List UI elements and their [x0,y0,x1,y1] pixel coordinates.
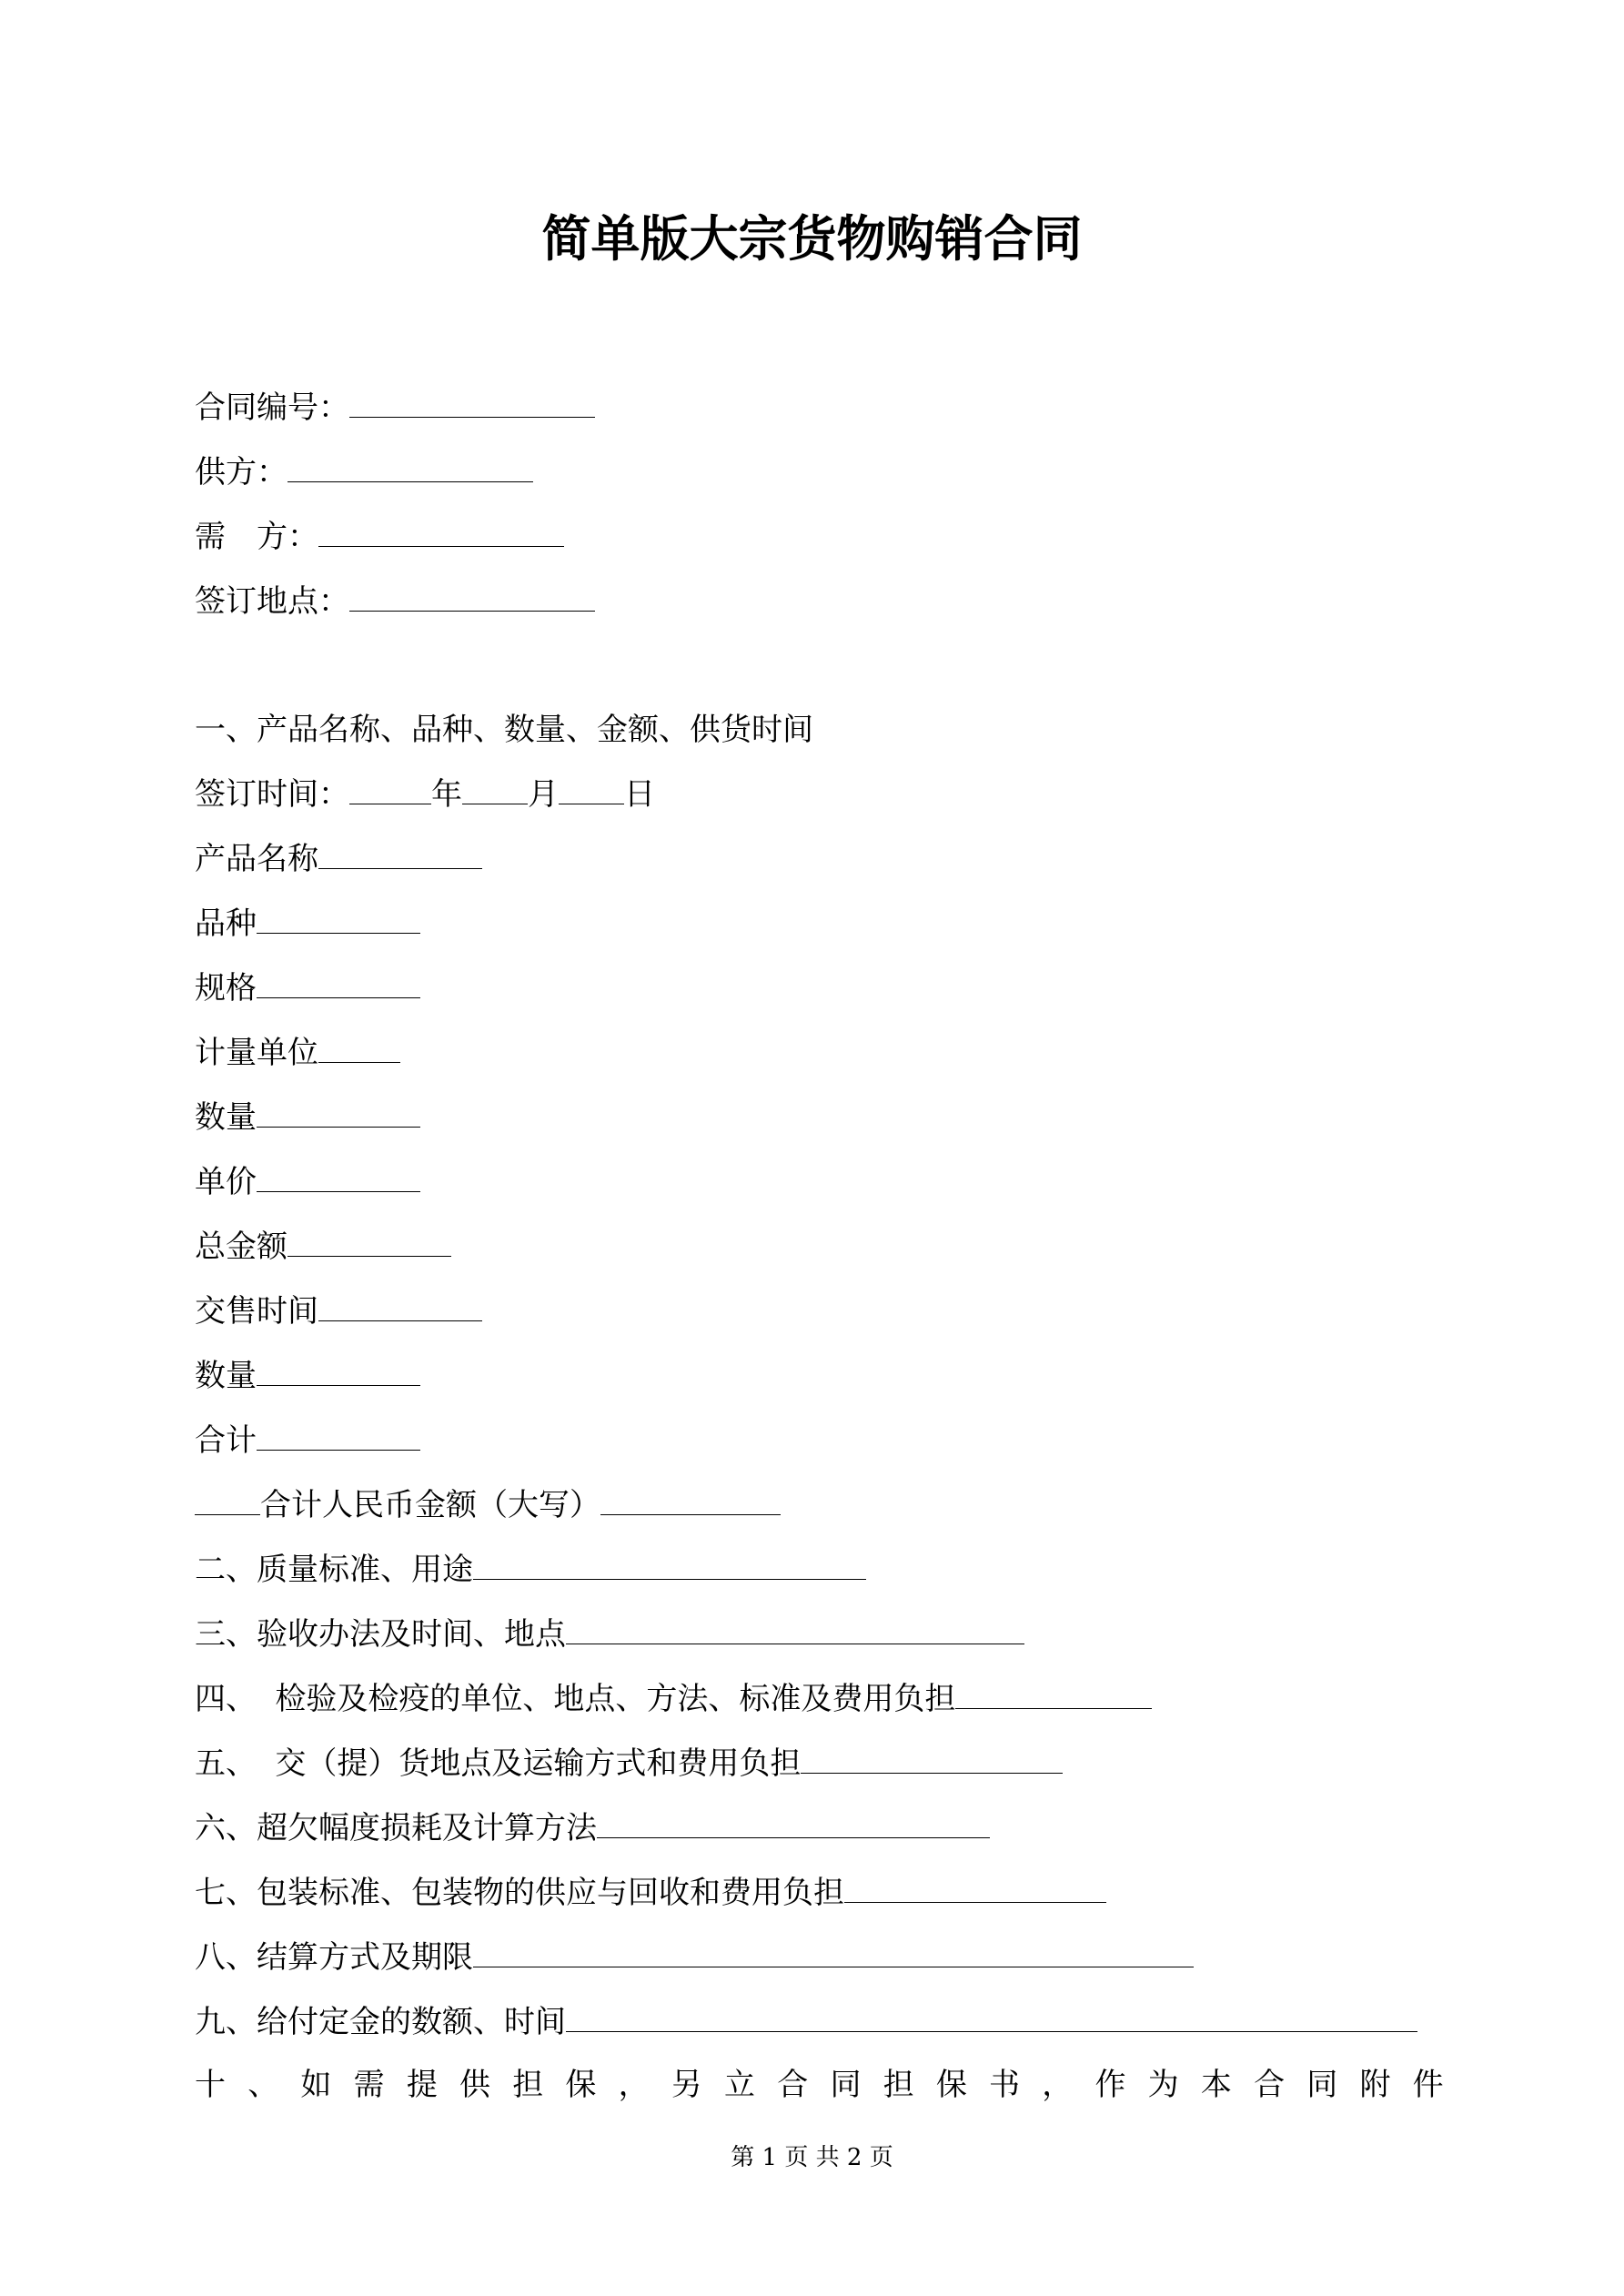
buyer-label: 方： [257,519,318,555]
item-row [195,966,420,1011]
item-row [195,1418,420,1463]
clause-10-char: 合 [1254,2067,1286,2103]
item-row [195,1353,420,1399]
clause-10-char: ， [1042,2067,1074,2103]
clause-4-number: 四、 [195,1681,257,1717]
sign-time-row [195,772,655,817]
clause-10-char: 担 [883,2067,914,2103]
month-label: 月 [528,776,559,813]
item-label: 单价 [195,1164,257,1200]
signing-place-field[interactable] [349,583,595,612]
item-field[interactable] [257,970,420,998]
item-label: 交售时间 [195,1293,318,1330]
clause-6-label: 六、超欠幅度损耗及计算方法 [195,1810,597,1846]
year-label: 年 [431,776,462,813]
clause-10-char: 为 [1147,2067,1179,2103]
item-field[interactable] [318,841,482,869]
signing-place-row [195,579,595,624]
item-field[interactable] [257,1422,420,1451]
clause-9-field[interactable] [566,2004,1417,2032]
clause-2-label: 二、质量标准、用途 [195,1552,473,1588]
clause-10-char: 十 [195,2067,226,2103]
item-label: 品种 [195,905,257,942]
item-field[interactable] [318,1035,400,1063]
day-field[interactable] [559,776,624,804]
item-label: 总金额 [195,1229,287,1265]
clause-9-label: 九、给付定金的数额、时间 [195,2004,566,2040]
contract-number-field[interactable] [349,389,595,418]
clause-10-char: 件 [1412,2067,1444,2103]
month-field[interactable] [462,776,528,804]
item-field[interactable] [257,1358,420,1386]
clause-10-char: 保 [565,2067,597,2103]
clause-10-char: 立 [724,2067,756,2103]
item-field[interactable] [257,905,420,934]
item-field[interactable] [257,1164,420,1192]
page-suffix: 页 [869,2144,893,2171]
clause-4 [195,1676,1152,1722]
item-row [195,836,482,882]
clause-5-label: 交（提）货地点及运输方式和费用负担 [275,1745,802,1782]
clause-8 [195,1935,1194,1980]
item-label: 计量单位 [195,1035,318,1071]
day-label: 日 [624,776,655,813]
buyer-label-char: 需 [195,519,226,555]
clause-10-char: 本 [1200,2067,1232,2103]
contract-number-label: 合同编号： [195,389,349,426]
clause-7 [195,1870,1106,1916]
clause-8-field[interactable] [473,1939,1194,1967]
buyer-row [195,514,564,560]
rmb-prefix-field[interactable] [195,1487,260,1515]
item-row [195,1224,451,1269]
clause-10-char: 附 [1359,2067,1391,2103]
signing-place-label: 签订地点： [195,583,349,620]
clause-10-char: 需 [353,2067,385,2103]
item-field[interactable] [287,1229,451,1257]
item-label: 数量 [195,1358,257,1394]
clause-10 [195,2062,1444,2108]
page-current: 1 [762,2144,778,2171]
page-middle: 页 共 [784,2144,840,2171]
buyer-field[interactable] [318,519,564,547]
item-row [195,1095,420,1140]
clause-3-label: 三、验收办法及时间、地点 [195,1616,566,1653]
item-label: 合计 [195,1422,257,1459]
supplier-row [195,450,533,495]
clause-10-char: 提 [406,2067,438,2103]
rmb-total-field[interactable] [600,1487,781,1515]
clause-7-label: 七、包装标准、包装物的供应与回收和费用负担 [195,1875,844,1911]
clause-10-char: 保 [935,2067,967,2103]
clause-10-char: 同 [830,2067,862,2103]
item-field[interactable] [318,1293,482,1321]
item-label: 产品名称 [195,841,318,877]
sign-time-label: 签订时间： [195,776,349,813]
clause-4-field[interactable] [955,1681,1152,1709]
clause-10-char: 合 [777,2067,809,2103]
item-label: 数量 [195,1099,257,1136]
section1-heading: 一、产品名称、品种、数量、金额、供货时间 [195,712,813,748]
item-field[interactable] [257,1099,420,1128]
clause-9 [195,1999,1417,2045]
document-title: 简单版大宗货物购销合同 [541,209,1083,268]
clause-10-char: 另 [671,2067,702,2103]
clause-6-field[interactable] [597,1810,990,1838]
page-footer [0,2139,1624,2176]
item-row [195,1289,482,1334]
clause-2 [195,1547,866,1593]
clause-5-field[interactable] [801,1745,1063,1774]
clause-6 [195,1805,990,1851]
page-total: 2 [846,2144,862,2171]
clause-5 [195,1741,1063,1786]
clause-3 [195,1612,1024,1657]
clause-10-char: ， [618,2067,650,2103]
item-row [195,1030,400,1076]
clause-4-label: 检验及检疫的单位、地点、方法、标准及费用负担 [275,1681,956,1717]
clause-7-field[interactable] [844,1875,1106,1903]
supplier-label: 供方： [195,454,287,491]
clause-10-char: 供 [459,2067,491,2103]
clause-10-char: 担 [512,2067,544,2103]
clause-10-char: 如 [300,2067,332,2103]
clause-10-char: 、 [247,2067,279,2103]
clause-3-field[interactable] [566,1616,1024,1644]
clause-2-field[interactable] [473,1552,866,1580]
rmb-total-row [195,1482,781,1528]
item-label: 规格 [195,970,257,1006]
rmb-total-label: 合计人民币金额（大写） [260,1487,600,1523]
contract-number-row [195,385,595,430]
clause-10-char: 作 [1094,2067,1126,2103]
supplier-field[interactable] [287,454,533,482]
item-row [195,1159,420,1205]
year-field[interactable] [349,776,431,804]
clause-8-label: 八、结算方式及期限 [195,1939,473,1976]
item-row [195,901,420,946]
clause-10-char: 同 [1306,2067,1338,2103]
clause-10-char: 书 [989,2067,1021,2103]
clause-5-number: 五、 [195,1745,257,1782]
page-prefix: 第 [731,2144,755,2171]
